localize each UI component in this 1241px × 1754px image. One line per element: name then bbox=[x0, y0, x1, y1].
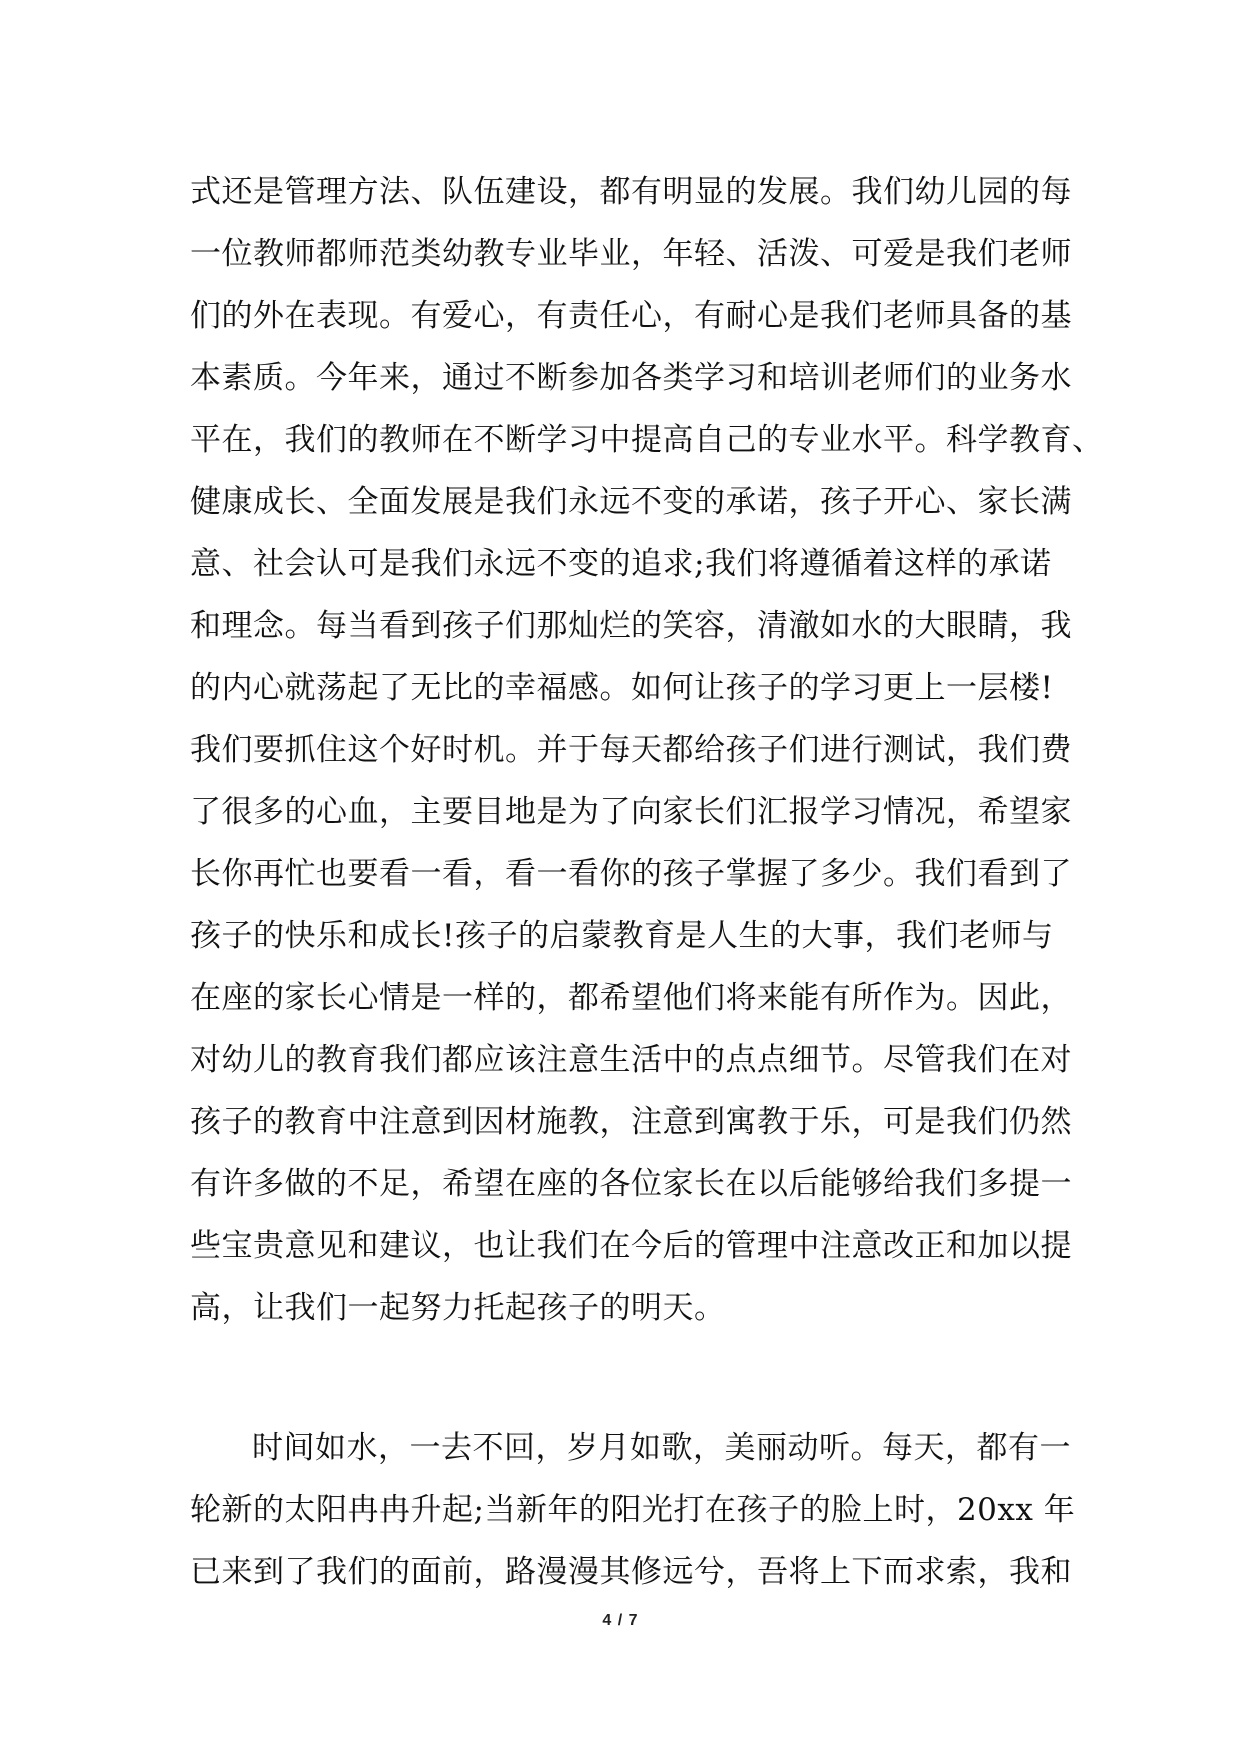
text-line: 和理念。每当看到孩子们那灿烂的笑容，清澈如水的大眼睛，我 bbox=[190, 608, 1072, 644]
text-line: 长你再忙也要看一看，看一看你的孩子掌握了多少。我们看到了 bbox=[190, 856, 1072, 892]
text-line: 已来到了我们的面前，路漫漫其修远兮，吾将上下而求索，我和 bbox=[190, 1554, 1072, 1590]
paragraph-2 bbox=[190, 1417, 1076, 1603]
page-number: 4 / 7 bbox=[602, 1612, 639, 1629]
text-line: 时间如水，一去不回，岁月如歌，美丽动听。每天，都有一 bbox=[252, 1430, 1071, 1466]
text-line: 们的外在表现。有爱心，有责任心，有耐心是我们老师具备的基 bbox=[190, 298, 1072, 334]
text-line: 了很多的心血，主要目地是为了向家长们汇报学习情况，希望家 bbox=[190, 794, 1072, 830]
text-line: 对幼儿的教育我们都应该注意生活中的点点细节。尽管我们在对 bbox=[190, 1042, 1072, 1078]
text-line: 些宝贵意见和建议，也让我们在今后的管理中注意改正和加以提 bbox=[190, 1228, 1072, 1264]
text-line: 的内心就荡起了无比的幸福感。如何让孩子的学习更上一层楼! bbox=[190, 670, 1054, 706]
text-line: 本素质。今年来，通过不断参加各类学习和培训老师们的业务水 bbox=[190, 360, 1072, 396]
text-line: 孩子的快乐和成长!孩子的启蒙教育是人生的大事，我们老师与 bbox=[190, 918, 1054, 954]
text-line: 在座的家长心情是一样的，都希望他们将来能有所作为。因此， bbox=[190, 980, 1072, 1016]
text-line: 平在，我们的教师在不断学习中提高自己的专业水平。科学教育、 bbox=[190, 422, 1104, 458]
text-line: 一位教师都师范类幼教专业毕业，年轻、活泼、可爱是我们老师 bbox=[190, 236, 1072, 272]
paragraph-1 bbox=[190, 161, 1104, 1339]
text-line: 高，让我们一起努力托起孩子的明天。 bbox=[190, 1290, 726, 1326]
text-line: 孩子的教育中注意到因材施教，注意到寓教于乐，可是我们仍然 bbox=[190, 1104, 1072, 1140]
text-line: 我们要抓住这个好时机。并于每天都给孩子们进行测试，我们费 bbox=[190, 732, 1072, 768]
text-line: 有许多做的不足，希望在座的各位家长在以后能够给我们多提一 bbox=[190, 1166, 1072, 1202]
text-line: 轮新的太阳冉冉升起;当新年的阳光打在孩子的脸上时，20xx 年 bbox=[190, 1492, 1076, 1528]
text-line: 式还是管理方法、队伍建设，都有明显的发展。我们幼儿园的每 bbox=[190, 174, 1072, 210]
text-line: 意、社会认可是我们永远不变的追求;我们将遵循着这样的承诺 bbox=[190, 546, 1052, 582]
text-line: 健康成长、全面发展是我们永远不变的承诺，孩子开心、家长满 bbox=[190, 484, 1072, 520]
